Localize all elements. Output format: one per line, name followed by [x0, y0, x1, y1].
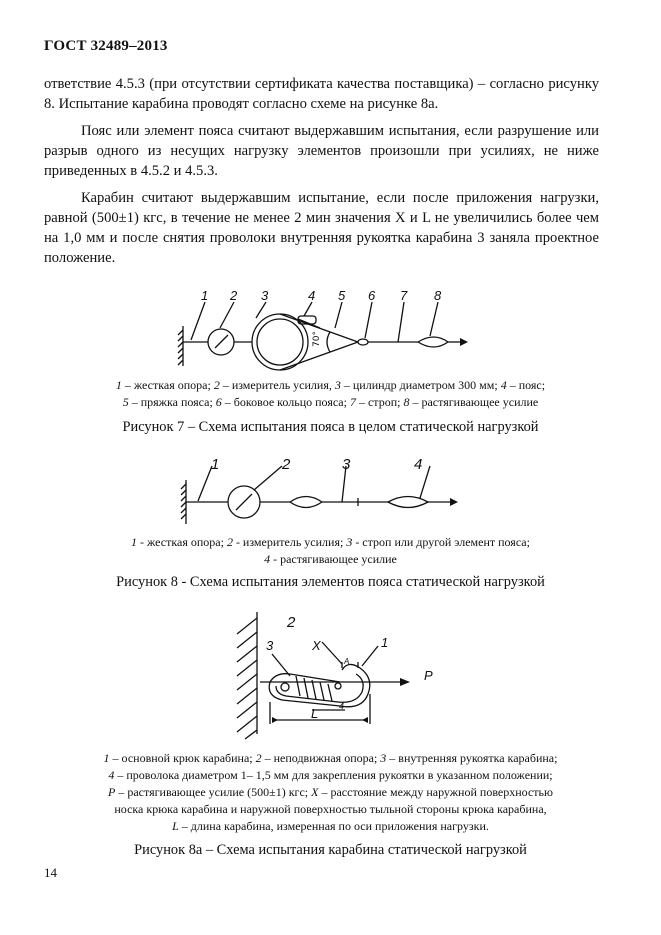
fig8a-label-x: X	[312, 638, 321, 653]
fig7-legend-line-1	[60, 377, 601, 394]
legend-text: – неподвижная опора;	[261, 751, 381, 765]
legend-text: - строп или другой элемент пояса;	[352, 535, 530, 549]
fig7-label-8: 8	[434, 288, 442, 303]
fig8-legend-line-2	[60, 551, 601, 568]
legend-text: – строп;	[355, 395, 404, 409]
legend-text: - измеритель усилия;	[232, 535, 347, 549]
legend-key: 1	[115, 378, 122, 392]
legend-key: 7	[349, 395, 356, 409]
legend-text: – измеритель усилия,	[219, 378, 335, 392]
fig7-label-7: 7	[400, 288, 408, 303]
fig8a-legend-line-4	[40, 801, 621, 818]
fig8-label-1: 1	[211, 456, 220, 473]
legend-text: – растягивающее усилие	[409, 395, 539, 409]
figure-7-diagram	[0, 286, 661, 376]
legend-key: 6	[215, 395, 222, 409]
figure-8a-legend	[40, 750, 621, 835]
figure-7-title: Рисунок 7 – Схема испытания пояса в целом статической нагрузкой	[122, 419, 539, 435]
paragraph-2: Пояс или элемент пояса считают выдержавшим испытания, если разрушение или разрыв одного из несущих нагрузку элементов произошли при усилиях, не ниже приведенных в 4.5.2 и 4.5.3.	[44, 123, 599, 179]
body-text	[44, 74, 599, 275]
legend-text: – жесткая опора;	[121, 378, 214, 392]
legend-text: – длина карабина, измеренная по оси приложения нагрузки.	[178, 819, 489, 833]
figure-8-diagram	[0, 458, 661, 528]
legend-key: 2	[226, 535, 233, 549]
fig8-legend-line-1	[60, 534, 601, 551]
fig8a-label-2: 2	[287, 614, 296, 631]
fig8a-label-4: 4	[339, 701, 345, 711]
fig8-label-3: 3	[342, 456, 351, 473]
legend-key: 5	[122, 395, 129, 409]
fig8a-legend-line-3	[40, 784, 621, 801]
legend-key: 2	[255, 751, 262, 765]
legend-text: – цилиндр диаметром 300 мм;	[340, 378, 501, 392]
legend-key: 1	[103, 751, 110, 765]
legend-key: 4	[500, 378, 507, 392]
fig7-label-5: 5	[338, 288, 346, 303]
fig7-label-2: 2	[230, 288, 238, 303]
legend-text: – основной крюк карабина;	[109, 751, 256, 765]
legend-key: L	[172, 819, 179, 833]
legend-text: – внутренняя рукоятка карабина;	[386, 751, 558, 765]
legend-text: носка крюка карабина и наружной поверхностью тыльной стороны крюка карабина,	[114, 802, 547, 816]
legend-key: P	[108, 785, 116, 799]
legend-text: – расстояние между наружной поверхностью	[318, 785, 553, 799]
fig7-legend-line-2	[60, 394, 601, 411]
legend-text: – пряжка пояса;	[128, 395, 216, 409]
legend-text: - растягивающее усилие	[270, 552, 397, 566]
paragraph-3: Карабин считают выдержавшим испытание, если после приложения нагрузки, равной (500±1) кгс, в течение не менее 2 мин значения X и L не увеличились более чем на 1,0 мм и после снятия проволоки внутренняя рукоятка карабина 3 заняла проектное положение.	[44, 190, 599, 266]
legend-text: – проволока диаметром 1– 1,5 мм для закрепления рукоятки в указанном положении;	[114, 768, 553, 782]
legend-key: 1	[131, 535, 138, 549]
figure-8a-diagram	[0, 612, 661, 737]
fig8a-legend-line-2	[40, 767, 621, 784]
legend-key: 8	[403, 395, 410, 409]
legend-key: 3	[380, 751, 387, 765]
figure-8-legend	[60, 534, 601, 568]
fig8-label-2: 2	[282, 456, 291, 473]
fig8a-label-l: L	[311, 706, 319, 721]
legend-key: 3	[346, 535, 353, 549]
fig7-label-4: 4	[308, 288, 316, 303]
page-number: 14	[44, 865, 57, 880]
legend-text: - жесткая опора;	[137, 535, 227, 549]
figure-7-legend	[60, 377, 601, 411]
legend-text: – пояс;	[506, 378, 546, 392]
fig8a-label-1: 1	[381, 635, 389, 650]
fig7-label-6: 6	[368, 288, 376, 303]
figure-8a-title: Рисунок 8а – Схема испытания карабина статической нагрузкой	[134, 842, 527, 858]
fig8-label-4: 4	[414, 456, 423, 473]
fig7-label-3: 3	[261, 288, 269, 303]
fig8a-label-a: A	[344, 657, 350, 666]
legend-key: X	[311, 785, 319, 799]
fig8a-legend-line-5	[40, 818, 621, 835]
legend-text: – боковое кольцо пояса;	[221, 395, 350, 409]
fig7-label-1: 1	[201, 288, 209, 303]
document-header: ГОСТ 32489–2013	[44, 38, 168, 54]
paragraph-1: ответствие 4.5.3 (при отсутствии сертификата качества поставщика) – согласно рисунку 8. Испытание карабина проводят согласно схеме на рисунке 8а.	[44, 76, 599, 112]
fig8a-legend-line-1	[40, 750, 621, 767]
legend-text: – растягивающее усилие (500±1) кгс;	[115, 785, 312, 799]
legend-key: 4	[108, 768, 115, 782]
fig8a-label-p: P	[424, 668, 433, 683]
legend-key: 2	[213, 378, 220, 392]
figure-8-title: Рисунок 8 - Схема испытания элементов пояса статической нагрузкой	[116, 574, 545, 590]
legend-key: 4	[264, 552, 271, 566]
fig8a-label-3: 3	[266, 638, 274, 653]
fig7-angle-label: 70°	[312, 331, 322, 347]
legend-key: 3	[334, 378, 341, 392]
